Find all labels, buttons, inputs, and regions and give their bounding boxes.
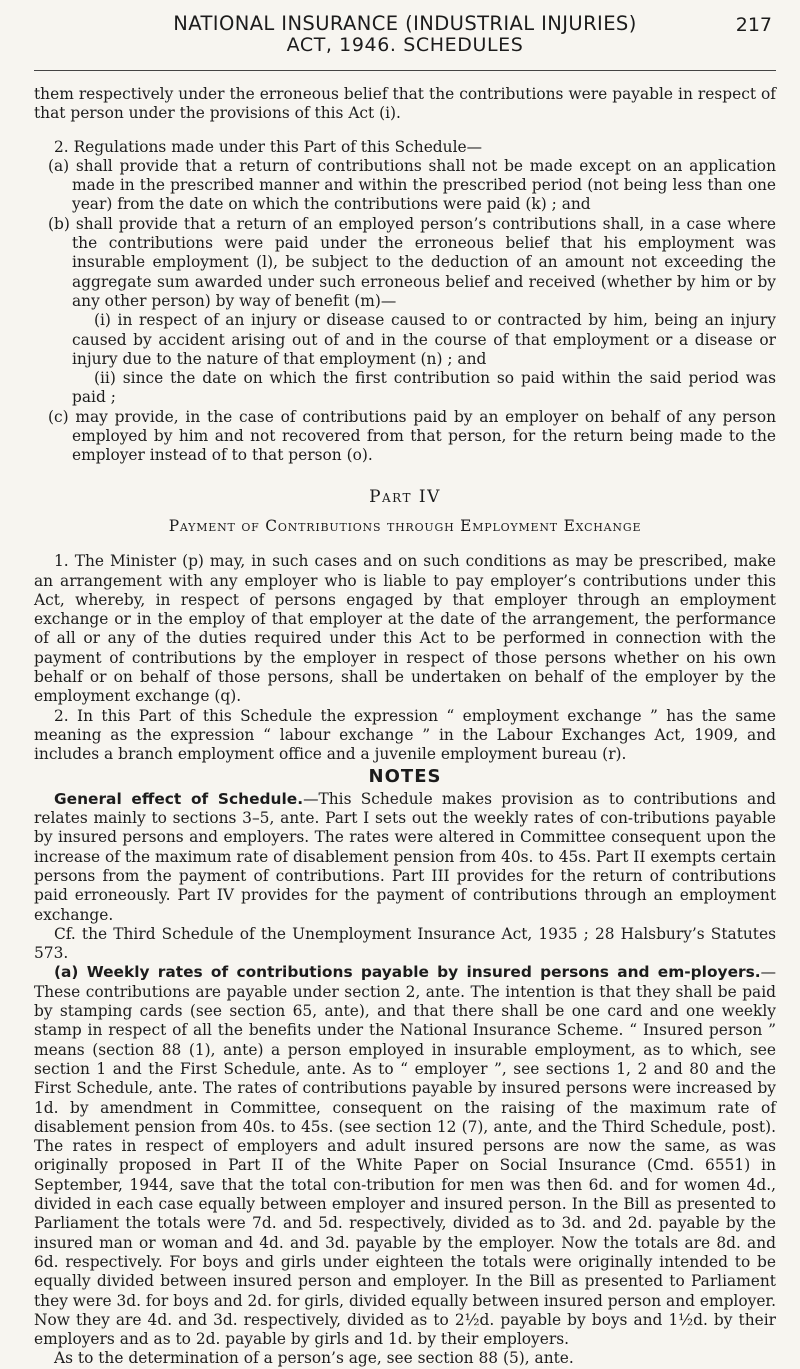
- paragraph-2b-i: (i) in respect of an injury or disease caused to or contracted by him, being an injury caused by accident arising out of and in the course of that employment or a disease or injury due to the nature of that employment (n) ; and: [72, 311, 776, 368]
- page-number: 217: [735, 14, 772, 36]
- note-weekly-rates-lead: (a) Weekly rates of contributions payable by insured persons and em-ployers.: [54, 963, 761, 982]
- paragraph-2b-ii: (ii) since the date on which the first contribution so paid within the said period was paid ;: [72, 369, 776, 407]
- paragraph-2c: (c) may provide, in the case of contributions paid by an employer on behalf of any person employed by him and not recovered from that person, for the return being made to the employer instead of to that person (o).: [48, 407, 776, 465]
- note-cf: Cf. the Third Schedule of the Unemployment Insurance Act, 1935 ; 28 Halsbury’s Statutes 573.: [34, 924, 776, 963]
- note-general-effect-lead: General effect of Schedule.: [54, 789, 304, 808]
- part4-paragraph-1: 1. The Minister (p) may, in such cases and on such conditions as may be prescribed, make an arrangement with any employer who is liable to pay employer’s contributions under this Act, whereby, in respect of persons engaged by that employer through an employment exchange or in the employ of that employer at the date of the arrangement, the performance of all or any of the duties required under this Act to be performed in connection with the payment of contributions by the employer in respect of those persons whether on his own behalf or on behalf of those persons, shall be undertaken on behalf of the employer by the employment exchange (q).: [34, 552, 776, 706]
- part-title: Part IV: [369, 486, 441, 507]
- header-rule: [34, 70, 776, 71]
- header-title: NATIONAL INSURANCE (INDUSTRIAL INJURIES): [173, 12, 637, 35]
- note-weekly-rates: [34, 963, 776, 1349]
- note-general-effect-body: —This Schedule makes provision as to contributions and relates mainly to sections 3–5, ante. Part I sets out the weekly rates of con-tributions payable by insured persons and employers. The rates were altered in Committee consequent upon the increase of the maximum rate of disablement pension from 40s. to 45s. Part II exempts certain persons from the payment of contributions. Part III provides for the return of contributions paid erroneously. Part IV provides for the payment of contributions through an employment exchange.: [34, 789, 776, 924]
- note-weekly-rates-body: —These contributions are payable under section 2, ante. The intention is that they shall be paid by stamping cards (see section 65, ante), and that there shall be one card and one weekly stamp in respect of all the benefits under the National Insurance Scheme. “ Insured person ” means (section 88 (1), ante) a person employed in insurable employment, as to which, see section 1 and the First Schedule, ante. As to “ employer ”, see sections 1, 2 and 80 and the First Schedule, ante. The rates of contributions payable by insured persons were increased by 1d. by amendment in Committee, consequent on the raising of the maximum rate of disablement pension from 40s. to 45s. (see section 12 (7), ante, and the Third Schedule, post). The rates in respect of employers and adult insured persons are now the same, as was originally proposed in Part II of the White Paper on Social Insurance (Cmd. 6551) in September, 1944, save that the total con-tribution for men was then 6d. and for women 4d., divided in each case equally between employer and insured person. In the Bill as presented to Parliament the totals were 7d. and 5d. respectively, divided as to 3d. and 2d. payable by the insured man or woman and 4d. and 3d. payable by the employer. Now the totals are 8d. and 6d. respectively. For boys and girls under eighteen the totals were originally intended to be equally divided between insured person and employer. In the Bill as presented to Parliament they were 3d. for boys and 2d. for girls, divided equally between insured person and employer. Now they are 4d. and 3d. respectively, divided as to 2½d. payable by boys and 1½d. by their employers and as to 2d. payable by girls and 1d. by their employers.: [34, 963, 776, 1349]
- paragraph-2b: (b) shall provide that a return of an employed person’s contributions shall, in a case where the contributions were paid under the erroneous belief that his employment was insurable employment (l), be subject to the deduction of an amount not exceeding the aggregate sum awarded under such erroneous belief and received (whether by him or by any other person) by way of benefit (m)—: [48, 214, 776, 310]
- note-general-effect: [34, 790, 776, 925]
- header-subtitle: ACT, 1946. SCHEDULES: [286, 34, 524, 56]
- note-age: As to the determination of a person’s age, see section 88 (5), ante.: [54, 1349, 574, 1368]
- document-page: [34, 14, 776, 1369]
- part4-paragraph-2: 2. In this Part of this Schedule the expression “ employment exchange ” has the same meaning as the expression “ labour exchange ” in the Labour Exchanges Act, 1909, and includes a branch employment office and a juvenile employment bureau (r).: [34, 706, 776, 764]
- paragraph-2: 2. Regulations made under this Part of this Schedule—: [54, 137, 482, 156]
- part-subtitle: Payment of Contributions through Employment Exchange: [168, 516, 642, 535]
- paragraph-2a: (a) shall provide that a return of contributions shall not be made except on an application made in the prescribed manner and within the prescribed period (not being less than one year) from the date on which the contributions were paid (k) ; and: [48, 156, 776, 214]
- notes-title: NOTES: [368, 765, 442, 787]
- paragraph-intro: them respectively under the erroneous belief that the contributions were payable in respect of that person under the provisions of this Act (i).: [34, 85, 776, 123]
- running-header: [34, 14, 776, 62]
